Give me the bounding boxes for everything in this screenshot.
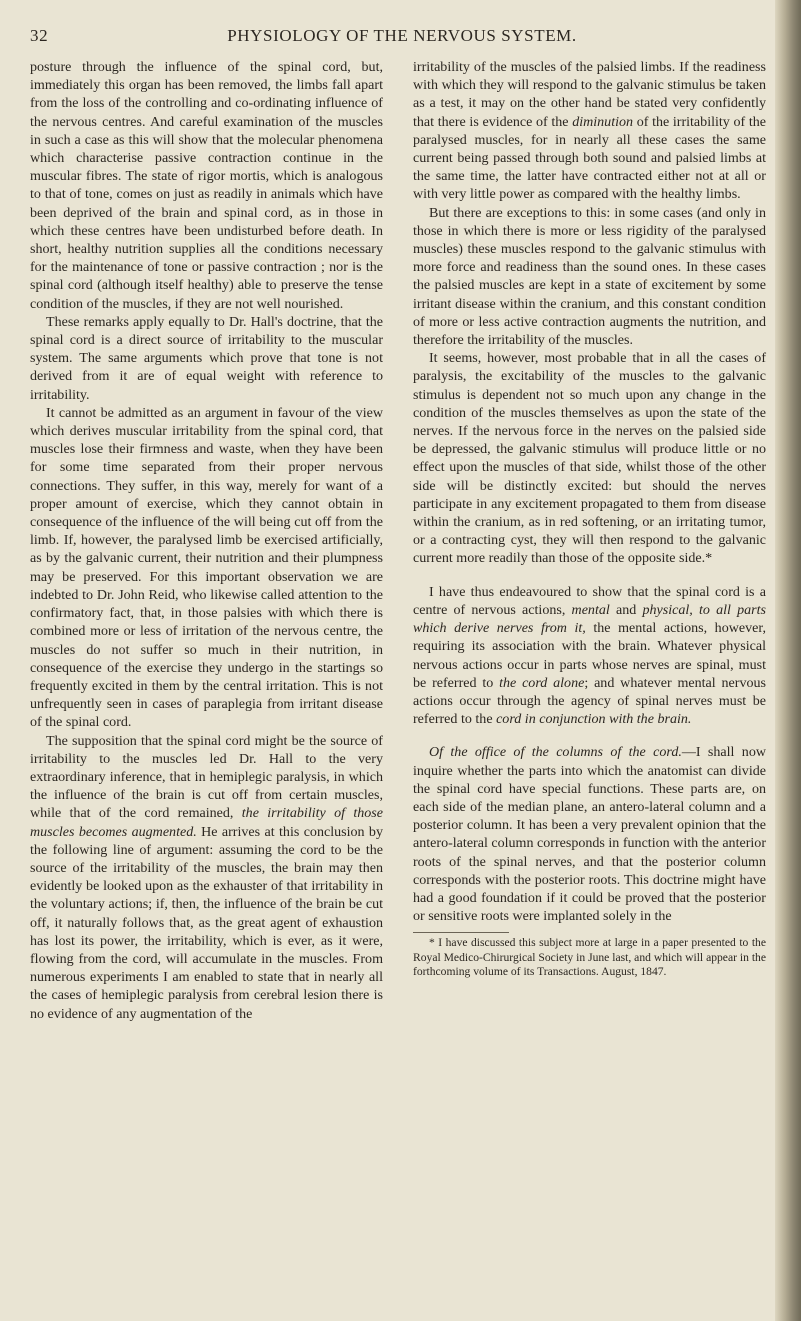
page-edge-shadow — [775, 0, 801, 1321]
section-heading: Of the office of the columns of the cord. — [429, 744, 682, 761]
footnote-rule — [413, 932, 509, 933]
section-paragraph-columns: Of the office of the columns of the cord.—I shall now inquire whether the parts into which the anatomist can divide the spinal cord have special functions. These parts are, on each side of the median plane, an antero-lateral column and a posterior column. It has been a very prevalent opinion that the antero-lateral column corresponds in function with the anterior roots of the spinal nerves, and that the posterior column corresponds with the posterior roots. This doctrine might have had a good foundation if it could be proved that the posterior or sensitive roots were implanted solely in the — [413, 744, 767, 925]
left-paragraph-3: It cannot be admitted as an argument in favour of the view which derives muscular irritability from the spinal cord, that muscles lose their firmness and waste, when they have been for some time separated from their proper nervous connections. They suffer, in this way, merely for want of a proper amount of exercise, which they cannot obtain in consequence of the influence of the will being cut off from the limb. If, however, the paralysed limb be exercised artificially, as by the galvanic current, their nutrition and their plumpness may be preserved. For this important observation we are indebted to Dr. John Reid, who likewise called attention to the confirmatory fact, that, in those palsies with which there is combined more or less of irritation of the nervous centre, the muscles do not suffer so much in their nutrition, in consequence of the exercise they undergo in the startings so frequently excited in them by the central irritation. This is not unfrequently seen in cases of paraplegia from irritant disease of the spinal cord. — [30, 404, 383, 731]
page-number: 32 — [30, 26, 49, 45]
right-column — [413, 58, 766, 979]
right-paragraph-1: irritability of the muscles of the palsied limbs. If the readiness with which they will respond to the galvanic stimulus be taken as a test, it may on the other hand be stated very confidently that there is evidence of the diminution of the irritability of the paralysed muscles, for in nearly all these cases the same current being passed through both sound and palsied limbs at the same time, the latter have contracted either not at all or with very little power as compared with the healthy limbs. — [413, 59, 766, 203]
left-paragraph-4: The supposition that the spinal cord might be the source of irritability to the muscles led Dr. Hall to the very extraordinary inference, that in hemiplegic paralysis, in which the influence of the brain is cut off from certain muscles, while that of the cord remained, the irritability of those muscles becomes augmented. He arrives at this conclusion by the following line of argument: assuming the cord to be the source of the irritability of the muscles, the brain may then evidently be looked upon as the exhauster of that irritability in the voluntary actions; if, then, the influence of the brain be cut off, it naturally follows that, as the great agent of exhaustion has lost its power, the irritability, which is ever, as it were, flowing from the cord, will accumulate in the muscles. From numerous experiments I am enabled to state that in nearly all the cases of hemiplegic paralysis from cerebral lesion there is no evidence of any augmentation of the — [30, 732, 383, 1022]
right-paragraph-3: It seems, however, most probable that in all the cases of paralysis, the excitability of the muscles to the galvanic stimulus is dependent not so much upon any change in the condition of the muscles themselves as upon the state of the nerves. If the nervous force in the nerves on the palsied side be depressed, the galvanic stimulus will produce little or no effect upon the muscles of that side, whilst those of the other side will be distinctly excited: but should the nerves participate in any excitement propagated to them from disease within the cranium, as in red softening, or an irritating tumor, or a contracting cyst, they will then respond to the galvanic current more readily than those of the opposite side.* — [413, 350, 766, 567]
left-column — [30, 58, 383, 1023]
left-paragraph-1: posture through the influence of the spinal cord, but, immediately this organ has been removed, the limbs fall apart from the loss of the controlling and co-ordinating influence of the nervous centres. And careful examination of the muscles in such a case as this will show that the molecular phenomena which characterise passive contraction continue in the muscular fibres. The state of rigor mortis, which is analogous to that of tone, comes on just as readily in animals which have been deprived of the brain and spinal cord, as in those in which these centres have been undisturbed before death. In short, healthy nutrition supplies all the conditions necessary for the maintenance of tone or passive contraction ; nor is the spinal cord (although itself healthy) able to preserve the tense condition of the muscles, if they are not well nourished. — [30, 59, 383, 312]
footnote: * I have discussed this subject more at large in a paper presented to the Royal Medico-Chirurgical Society in June last, and which will appear in the forthcoming volume of its Transactions. August, 1847. — [413, 936, 766, 978]
right-paragraph-4: I have thus endeavoured to show that the spinal cord is a centre of nervous actions, mental and physical, to all parts which derive nerves from it, the mental actions, however, requiring its association with the brain. Whatever physical nervous actions occur in parts whose nerves are spinal, must be referred to the cord alone; and whatever mental nervous actions occur through the agency of spinal nerves must be referred to the cord in conjunction with the brain. — [413, 583, 766, 728]
left-paragraph-2: These remarks apply equally to Dr. Hall's doctrine, that the spinal cord is a direct source of irritability to the muscular system. The same arguments which prove that tone is not derived from it are of equal weight with reference to irritability. — [30, 313, 383, 403]
running-header — [30, 26, 774, 48]
right-paragraph-2: But there are exceptions to this: in some cases (and only in those in which there is more or less rigidity of the paralysed muscles) these muscles respond to the galvanic stimulus with more force and readiness than the sound ones. In these cases the palsied muscles are kept in a state of excitement by some irritant disease within the cranium, and this constant condition of more or less active contraction augments the nutrition, and therefore the irritability of the muscles. — [413, 204, 766, 349]
running-title: PHYSIOLOGY OF THE NERVOUS SYSTEM. — [227, 26, 577, 45]
